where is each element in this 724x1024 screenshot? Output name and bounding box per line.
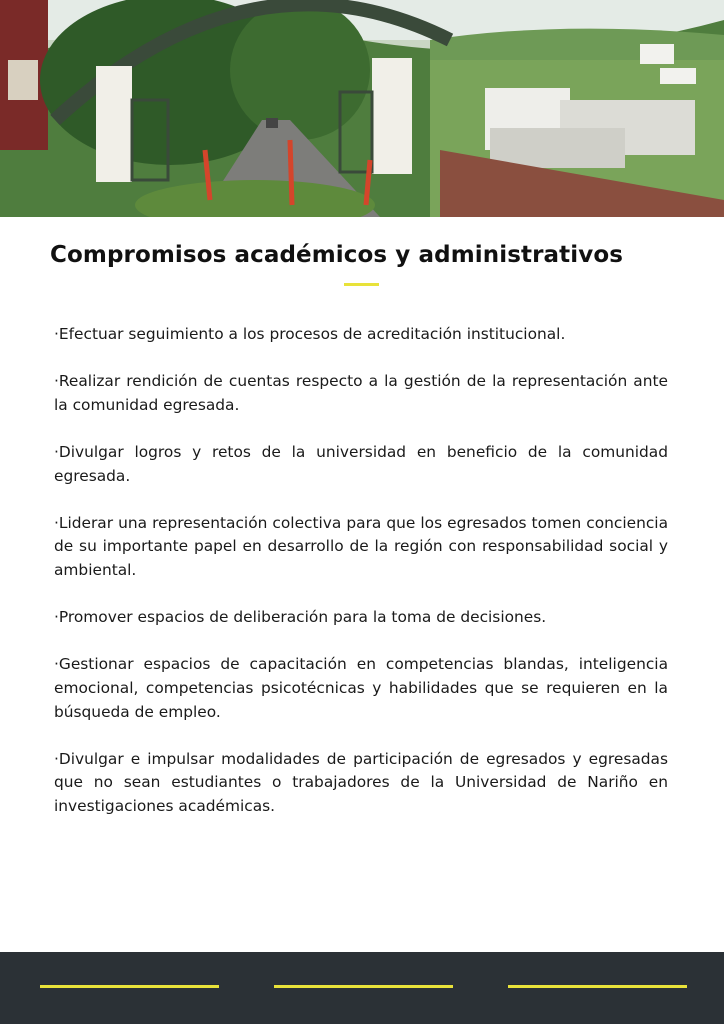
hero-banner <box>0 0 724 217</box>
title-underline <box>344 283 379 286</box>
list-item: ·Divulgar e impulsar modalidades de participación de egresados y egresadas que no sean estudiantes o trabajadores de la Universidad de Nariño en investigaciones académicas. <box>54 749 668 815</box>
footer-accent-line <box>508 985 687 988</box>
commitments-list <box>54 323 668 842</box>
page-title: Compromisos académicos y administrativos <box>50 242 624 268</box>
list-item: ·Realizar rendición de cuentas respecto a la gestión de la representación ante la comunidad egresada. <box>54 372 668 414</box>
list-item: ·Liderar una representación colectiva para que los egresados tomen conciencia de su importante papel en desarrollo de la región con responsabilidad social y ambiental. <box>54 513 668 579</box>
footer-bar <box>0 952 724 1024</box>
list-item: ·Divulgar logros y retos de la universidad en beneficio de la comunidad egresada. <box>54 442 668 485</box>
footer-accent-line <box>40 985 219 988</box>
list-item: ·Efectuar seguimiento a los procesos de acreditación institucional. <box>54 325 566 343</box>
campus-photo <box>0 0 724 217</box>
footer-accent-line <box>274 985 453 988</box>
list-item: ·Gestionar espacios de capacitación en competencias blandas, inteligencia emocional, competencias psicotécnicas y habilidades que se requieren en la búsqueda de empleo. <box>54 655 668 721</box>
list-item: ·Promover espacios de deliberación para la toma de decisiones. <box>54 608 547 627</box>
